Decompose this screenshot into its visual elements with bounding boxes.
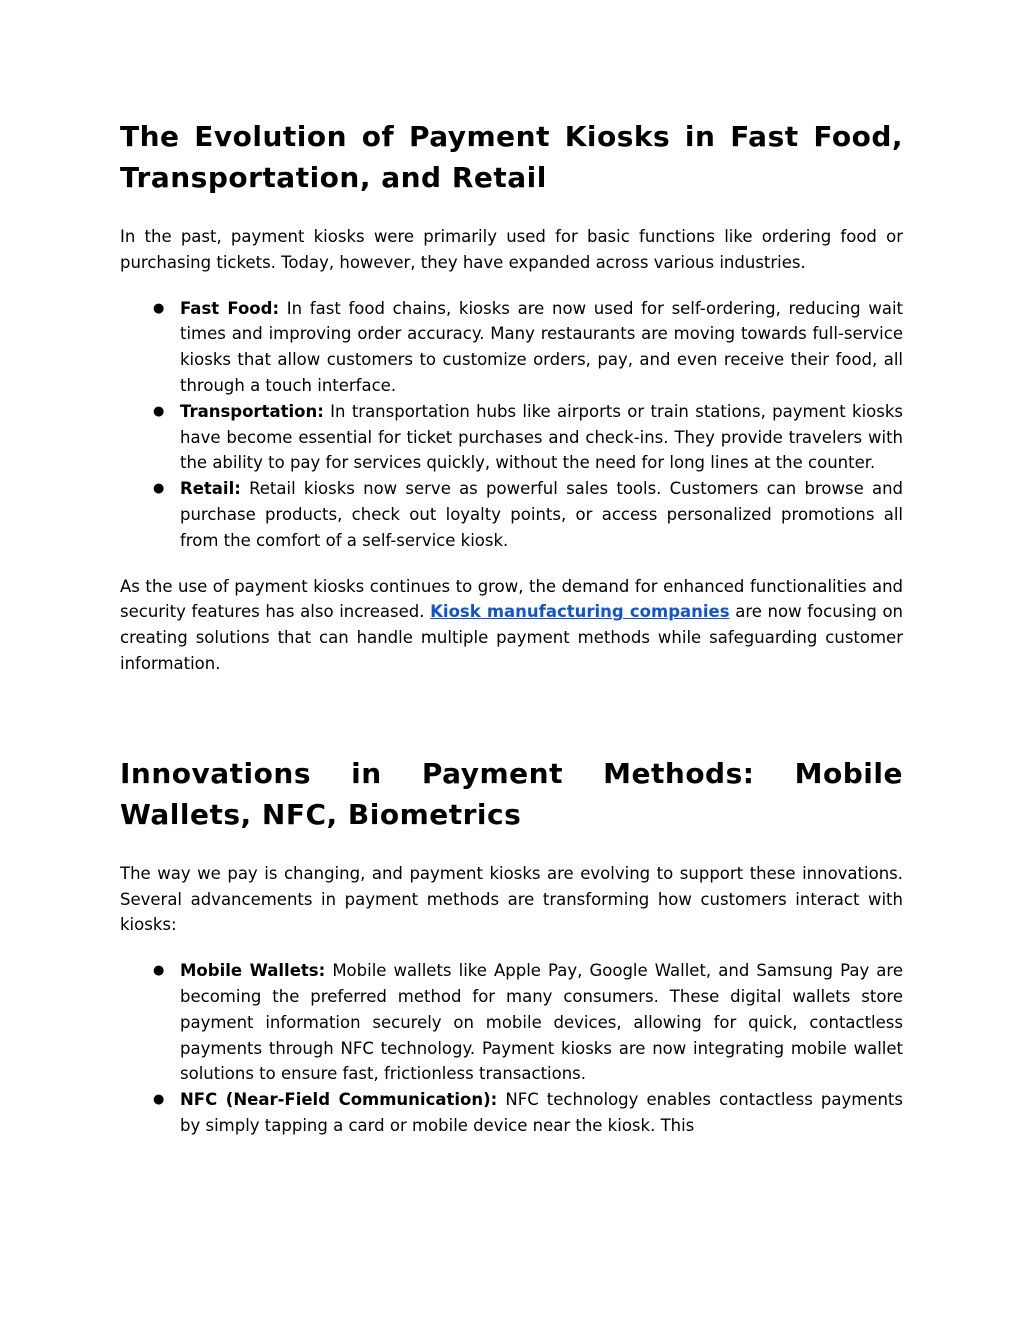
intro-paragraph-innovations: The way we pay is changing, and payment kiosks are evolving to support these innovations. Several advancements in payment methods are transforming how customers interact with kiosks:	[120, 863, 903, 935]
bullet-icon: ●	[153, 481, 165, 497]
list-item-term: NFC (Near-Field Communication):	[180, 1090, 498, 1110]
list-item-text: Retail kiosks now serve as powerful sales tools. Customers can browse and purchase products, check out loyalty points, or access personalized promotions all from the comfort of a self-service kiosk.	[180, 479, 903, 550]
bullet-icon: ●	[153, 403, 165, 419]
document-page	[120, 116, 903, 1139]
list-item-fast-food	[120, 296, 903, 399]
bullet-icon: ●	[153, 1092, 165, 1108]
section-title-evolution: The Evolution of Payment Kiosks in Fast Food, Transportation, and Retail	[120, 120, 903, 194]
bullet-icon: ●	[153, 300, 165, 316]
kiosk-manufacturing-link[interactable]: Kiosk manufacturing companies	[430, 602, 730, 622]
list-item-term: Mobile Wallets:	[180, 961, 326, 981]
list-item-transportation	[120, 399, 903, 476]
section-title-innovations: Innovations in Payment Methods: Mobile Wallets, NFC, Biometrics	[120, 756, 903, 831]
list-item-text: NFC technology enables contactless payments by simply tapping a card or mobile device near the kiosk. This	[180, 1090, 903, 1135]
list-item-text: In fast food chains, kiosks are now used for self-ordering, reducing wait times and improving order accuracy. Many restaurants are moving towards full-service kiosks that allow customers to customize orders, pay, and even receive their food, all through a touch interface.	[180, 298, 903, 395]
list-item-nfc	[120, 1087, 903, 1139]
list-item-term: Fast Food:	[180, 298, 280, 318]
list-item-mobile-wallets	[120, 958, 903, 1087]
intro-paragraph-evolution: In the past, payment kiosks were primarily used for basic functions like ordering food or purchasing tickets. Today, however, they have expanded across various industries.	[120, 227, 903, 272]
list-item-text: Mobile wallets like Apple Pay, Google Wallet, and Samsung Pay are becoming the preferred method for many consumers. These digital wallets store payment information securely on mobile devices, allowing for quick, contactless payments through NFC technology. Payment kiosks are now integrating mobile wallet solutions to ensure fast, frictionless transactions.	[180, 961, 903, 1084]
list-item-retail	[120, 476, 903, 553]
closing-text-after: are now focusing on creating solutions that can handle multiple payment methods while safeguarding customer information.	[120, 602, 903, 673]
closing-paragraph-evolution	[120, 574, 903, 677]
list-item-text: In transportation hubs like airports or train stations, payment kiosks have become essential for ticket purchases and check-ins. They provide travelers with the ability to pay for services quickly, without the need for long lines at the counter.	[180, 401, 904, 473]
closing-text-before: As the use of payment kiosks continues to grow, the demand for enhanced functionalities and security features has also increased.	[120, 576, 903, 622]
list-item-term: Retail:	[180, 479, 241, 499]
bullet-icon: ●	[153, 963, 165, 979]
industry-bullet-list	[120, 296, 903, 554]
payment-methods-bullet-list	[120, 958, 903, 1139]
list-item-term: Transportation:	[180, 401, 324, 421]
